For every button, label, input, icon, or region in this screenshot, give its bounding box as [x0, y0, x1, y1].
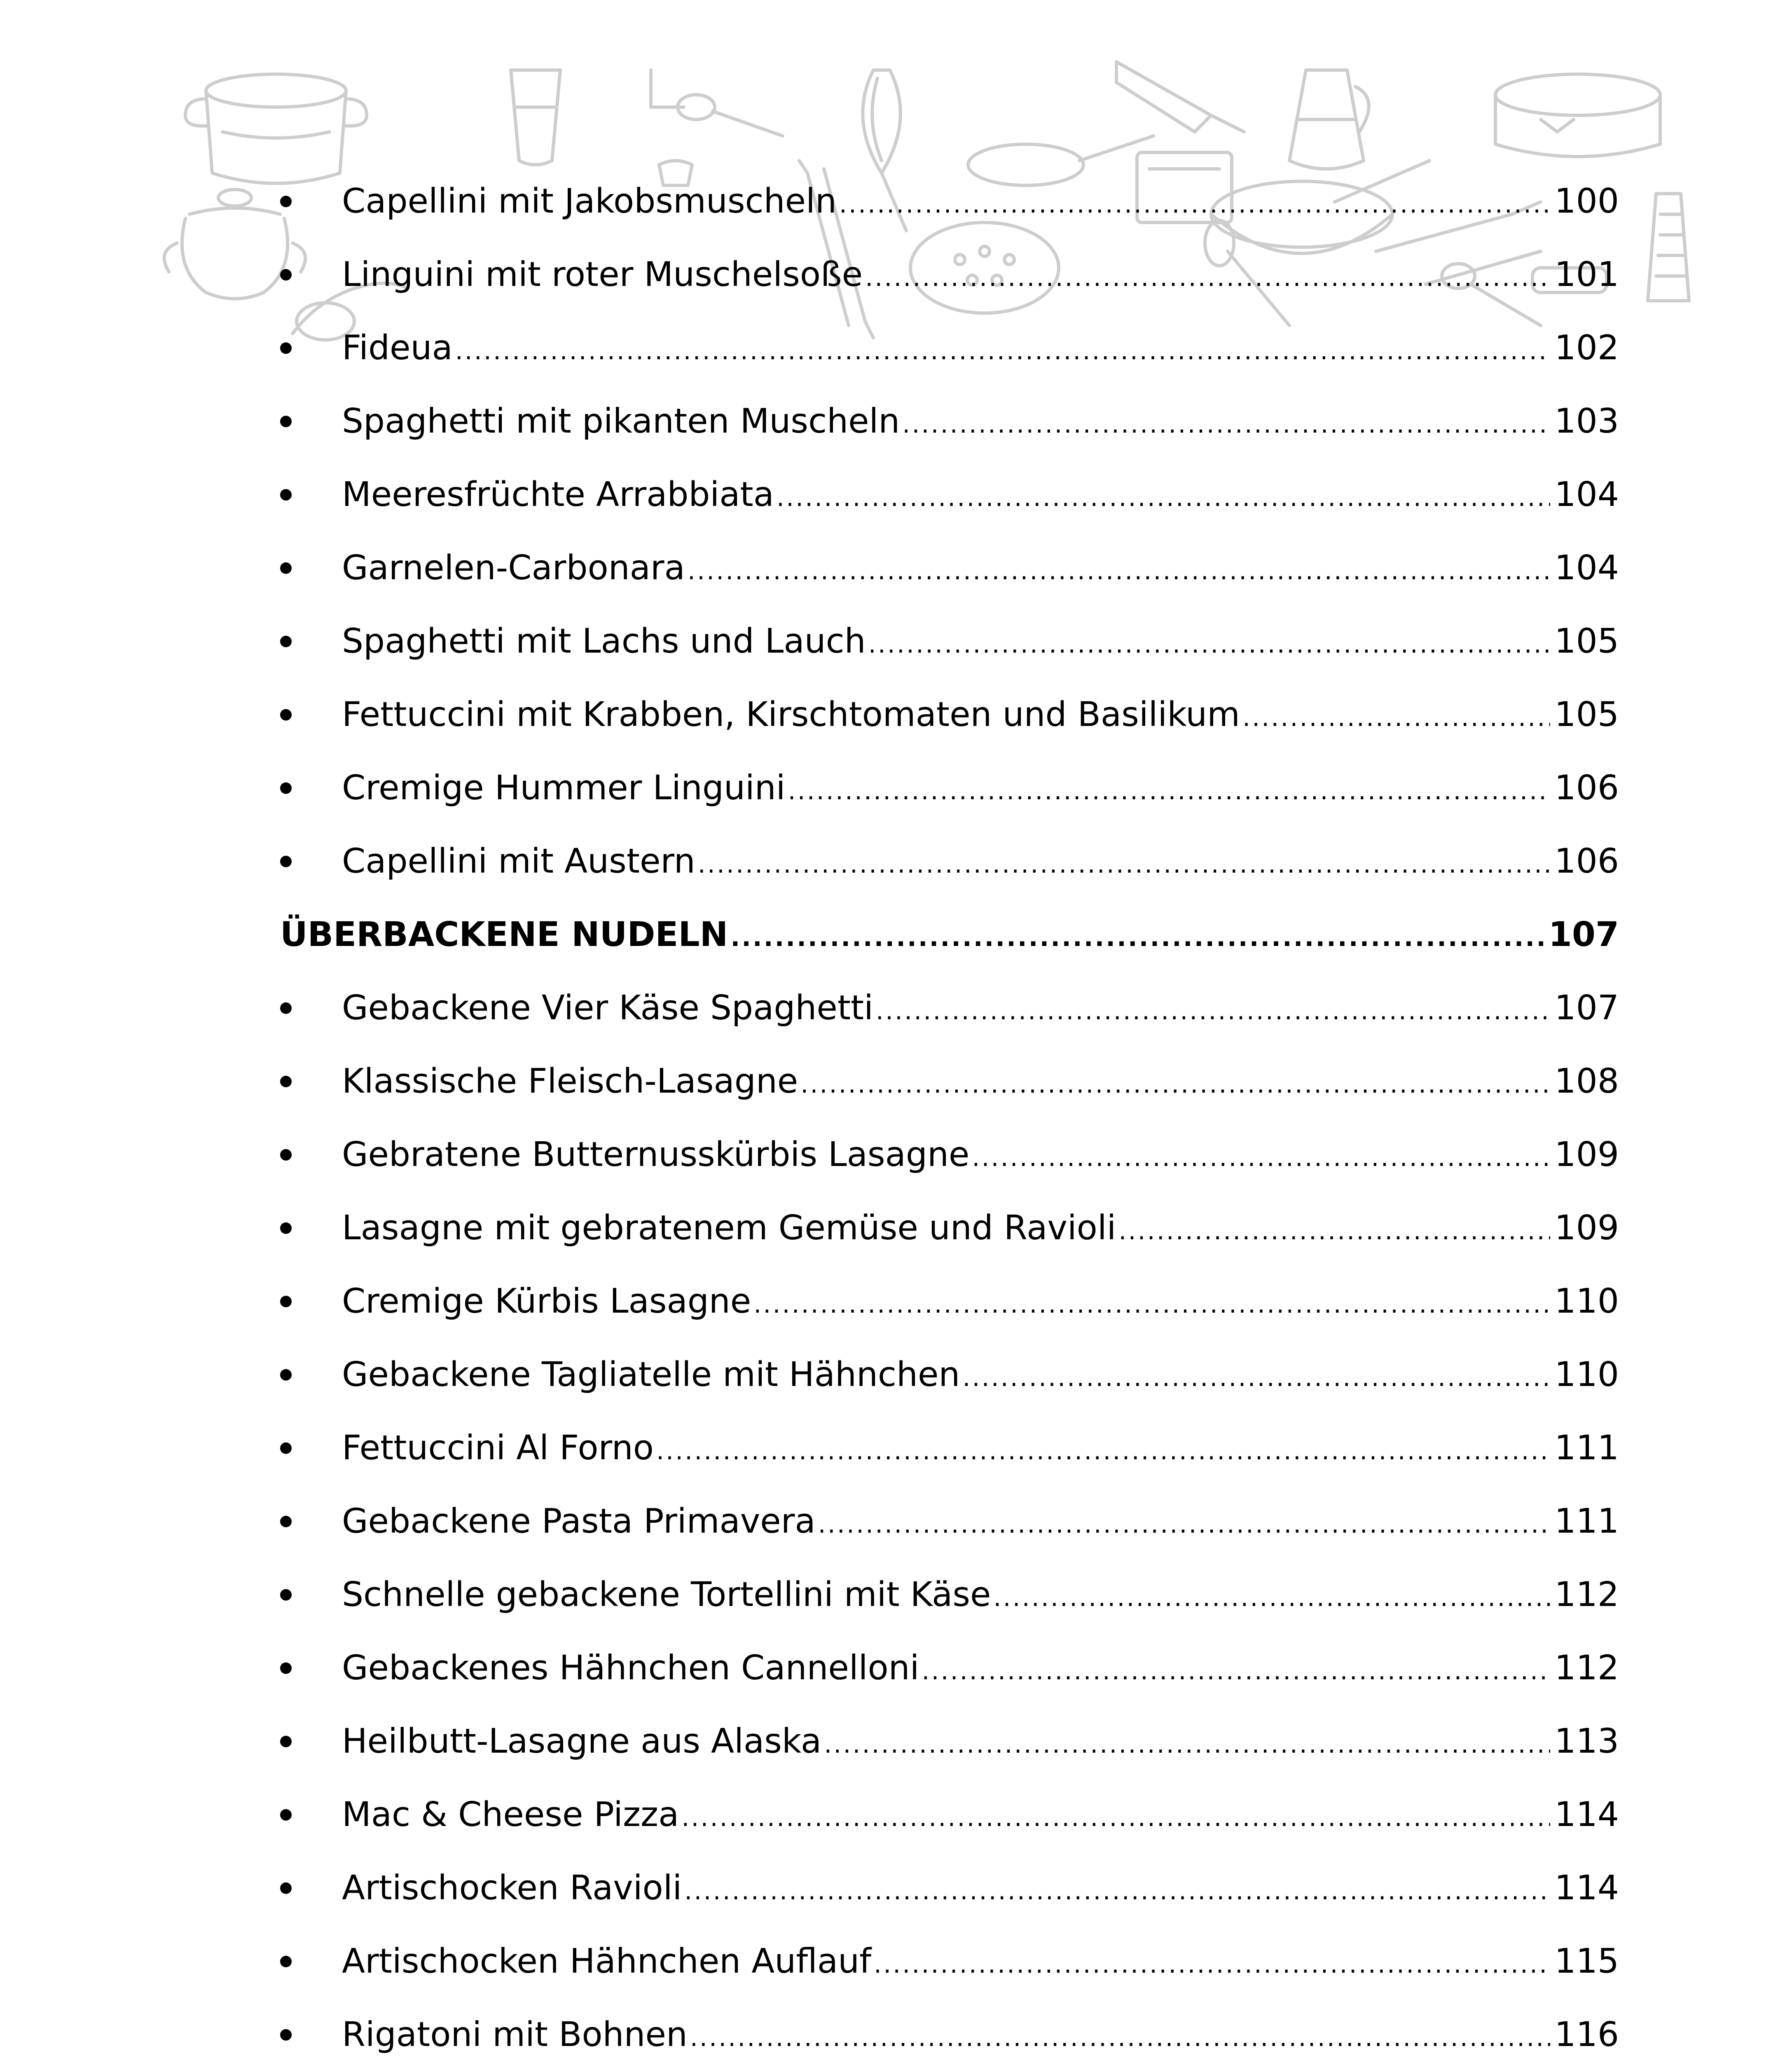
toc-entry-line [342, 842, 1619, 881]
toc-entry[interactable] [280, 1998, 1619, 2060]
bullet-icon [280, 636, 292, 647]
toc-entry-line [342, 402, 1619, 441]
toc-entry-line [342, 1942, 1619, 1981]
toc-entry-title: Artischocken Hähnchen Auflauf [342, 1942, 872, 1981]
toc-entry[interactable] [280, 1045, 1619, 1118]
toc-entry[interactable] [280, 531, 1619, 605]
toc-entry-title: Cremige Kürbis Lasagne [342, 1282, 751, 1321]
toc-entry-line [342, 1062, 1619, 1101]
bullet-icon [280, 1296, 292, 1307]
bullet-icon [280, 416, 292, 427]
toc-entry-line [342, 328, 1619, 368]
toc-entry-page-number: 103 [1554, 402, 1619, 441]
toc-entry-line [342, 1795, 1619, 1834]
toc-entry[interactable] [280, 1925, 1619, 1998]
toc-entry-title: Fideua [342, 328, 453, 368]
toc-entry-title: Gebackene Pasta Primavera [342, 1502, 816, 1541]
toc-entry[interactable] [280, 1632, 1619, 1705]
toc-entry-title: Rigatoni mit Bohnen [342, 2015, 688, 2054]
toc-entry-title: Linguini mit roter Muschelsoße [342, 255, 863, 294]
bullet-icon [280, 1516, 292, 1527]
bullet-icon [280, 2029, 292, 2041]
toc-entry[interactable] [280, 311, 1619, 385]
toc-entry[interactable] [280, 751, 1619, 825]
toc-entry-line [342, 1868, 1619, 1908]
dot-leader [1118, 1219, 1550, 1243]
toc-entry-title: Meeresfrüchte Arrabbiata [342, 475, 774, 514]
toc-entry-line [342, 1208, 1619, 1248]
bullet-icon [280, 1882, 292, 1894]
dot-leader [874, 1952, 1550, 1977]
dot-leader [1242, 705, 1550, 730]
toc-entry-title: Klassische Fleisch-Lasagne [342, 1062, 798, 1101]
toc-entry[interactable] [280, 1778, 1619, 1852]
toc-entry-title: Gebratene Butternusskürbis Lasagne [342, 1135, 970, 1174]
toc-entry-page-number: 104 [1554, 548, 1619, 588]
toc-entry-title: Gebackene Vier Käse Spaghetti [342, 988, 873, 1028]
toc-entry-title: Garnelen-Carbonara [342, 548, 685, 588]
jug-icon [1289, 70, 1369, 169]
toc-entry-page-number: 107 [1548, 915, 1619, 954]
toc-entry-title: Schnelle gebackene Tortellini mit Käse [342, 1575, 991, 1614]
dot-leader [753, 1292, 1550, 1317]
toc-entry-line [342, 1575, 1619, 1614]
toc-entry-title: Capellini mit Jakobsmuscheln [342, 182, 837, 221]
toc-entry-line [342, 548, 1619, 588]
bullet-icon [280, 856, 292, 867]
toc-entry-line [342, 182, 1619, 221]
toc-entry-line [342, 695, 1619, 734]
toc-entry-page-number: 112 [1554, 1648, 1619, 1688]
cake-tin-icon [1495, 74, 1660, 157]
dot-leader [800, 1072, 1550, 1097]
bullet-icon [280, 1222, 292, 1234]
toc-entry-page-number: 110 [1554, 1282, 1619, 1321]
toc-entry-line [342, 255, 1619, 294]
dot-leader [993, 1585, 1550, 1610]
bullet-icon [280, 1736, 292, 1747]
toc-entry-line [342, 1648, 1619, 1688]
dot-leader [455, 339, 1551, 363]
toc-entry-line [280, 915, 1619, 954]
knife-icon [1116, 62, 1244, 132]
toc-entry-page-number: 109 [1554, 1208, 1619, 1248]
toc-entry[interactable] [280, 1192, 1619, 1265]
dot-leader [656, 1439, 1551, 1463]
dot-leader [681, 1805, 1550, 1830]
dot-leader [972, 1145, 1550, 1170]
bullet-icon [280, 1002, 292, 1014]
toc-entry-page-number: 108 [1554, 1062, 1619, 1101]
toc-entry-title: Cremige Hummer Linguini [342, 768, 786, 808]
toc-entry-page-number: 105 [1554, 695, 1619, 734]
toc-entry[interactable] [280, 1558, 1619, 1632]
dot-leader [868, 632, 1551, 657]
toc-entry-page-number: 101 [1554, 255, 1619, 294]
toc-entry-page-number: 116 [1554, 2015, 1619, 2054]
dot-leader [777, 485, 1551, 510]
dot-leader [818, 1512, 1551, 1537]
table-of-contents [280, 165, 1619, 2060]
toc-entry[interactable] [280, 678, 1619, 751]
toc-entry-line [342, 475, 1619, 514]
toc-entry[interactable] [280, 605, 1619, 678]
toc-entry[interactable] [280, 1118, 1619, 1192]
bullet-icon [280, 1589, 292, 1601]
toc-entry[interactable] [280, 1705, 1619, 1778]
toc-entry-line [342, 1502, 1619, 1541]
dot-leader [922, 1659, 1550, 1683]
dot-leader [730, 925, 1544, 950]
toc-entry-page-number: 112 [1554, 1575, 1619, 1614]
bullet-icon [280, 1076, 292, 1087]
toc-section-heading[interactable] [280, 898, 1619, 971]
toc-entry-page-number: 115 [1554, 1942, 1619, 1981]
toc-entry-page-number: 105 [1554, 622, 1619, 661]
bullet-icon [280, 1442, 292, 1454]
toc-entry-title: Spaghetti mit pikanten Muscheln [342, 402, 900, 441]
toc-entry-page-number: 111 [1554, 1502, 1619, 1541]
toc-entry-page-number: 102 [1554, 328, 1619, 368]
bullet-icon [280, 489, 292, 501]
toc-entry-line [342, 1355, 1619, 1394]
toc-entry-page-number: 111 [1554, 1428, 1619, 1468]
toc-entry-line [342, 768, 1619, 808]
toc-entry-title: Fettuccini Al Forno [342, 1428, 654, 1468]
bullet-icon [280, 196, 292, 207]
toc-entry-title: Fettuccini mit Krabben, Kirschtomaten und Basilikum [342, 695, 1240, 734]
dot-leader [865, 265, 1550, 290]
dot-leader [824, 1732, 1550, 1757]
toc-entry[interactable] [280, 385, 1619, 458]
toc-entry[interactable] [280, 825, 1619, 898]
dot-leader [962, 1365, 1550, 1390]
bullet-icon [280, 782, 292, 794]
toc-entry[interactable] [280, 1485, 1619, 1558]
glass-icon [511, 70, 560, 165]
toc-entry-page-number: 114 [1554, 1795, 1619, 1834]
toc-entry-page-number: 104 [1554, 475, 1619, 514]
toc-entry-line [342, 988, 1619, 1028]
toc-entry-title: Artischocken Ravioli [342, 1868, 682, 1908]
toc-entry[interactable] [280, 1265, 1619, 1338]
toc-entry-line [342, 1135, 1619, 1174]
bullet-icon [280, 1149, 292, 1161]
toc-entry[interactable] [280, 238, 1619, 311]
toc-entry-page-number: 106 [1554, 842, 1619, 881]
toc-entry-title: Spaghetti mit Lachs und Lauch [342, 622, 866, 661]
bullet-icon [280, 342, 292, 354]
bullet-icon [280, 709, 292, 721]
toc-entry[interactable] [280, 971, 1619, 1045]
toc-entry[interactable] [280, 165, 1619, 238]
toc-entry-page-number: 109 [1554, 1135, 1619, 1174]
toc-entry[interactable] [280, 1852, 1619, 1925]
toc-entry[interactable] [280, 458, 1619, 531]
toc-entry-title: ÜBERBACKENE NUDELN [280, 915, 728, 954]
toc-entry-line [342, 1282, 1619, 1321]
dot-leader [690, 2025, 1551, 2050]
dot-leader [684, 1879, 1550, 1903]
toc-entry-title: Heilbutt-Lasagne aus Alaska [342, 1722, 822, 1761]
grater-icon [1648, 194, 1689, 301]
toc-entry-title: Gebackene Tagliatelle mit Hähnchen [342, 1355, 960, 1394]
bullet-icon [280, 1662, 292, 1674]
toc-entry-line [342, 1722, 1619, 1761]
bullet-icon [280, 1809, 292, 1821]
dot-leader [788, 779, 1550, 803]
toc-entry-line [342, 622, 1619, 661]
toc-entry-page-number: 113 [1554, 1722, 1619, 1761]
dot-leader [876, 999, 1551, 1023]
toc-entry-title: Capellini mit Austern [342, 842, 695, 881]
dot-leader [688, 559, 1551, 583]
toc-entry-page-number: 107 [1554, 988, 1619, 1028]
toc-entry[interactable] [280, 1412, 1619, 1485]
toc-entry[interactable] [280, 1338, 1619, 1412]
bullet-icon [280, 1956, 292, 1967]
dot-leader [698, 852, 1551, 877]
bullet-icon [280, 1369, 292, 1381]
toc-entry-page-number: 110 [1554, 1355, 1619, 1394]
toc-entry-page-number: 114 [1554, 1868, 1619, 1908]
toc-entry-page-number: 100 [1554, 182, 1619, 221]
dot-leader [902, 412, 1550, 437]
toc-entry-title: Lasagne mit gebratenem Gemüse und Ravioli [342, 1208, 1116, 1248]
bullet-icon [280, 562, 292, 574]
bullet-icon [280, 269, 292, 281]
toc-entry-page-number: 106 [1554, 768, 1619, 808]
dot-leader [839, 192, 1551, 217]
toc-entry-line [342, 1428, 1619, 1468]
toc-entry-title: Gebackenes Hähnchen Cannelloni [342, 1648, 919, 1688]
toc-entry-title: Mac & Cheese Pizza [342, 1795, 679, 1834]
toc-entry-line [342, 2015, 1619, 2054]
